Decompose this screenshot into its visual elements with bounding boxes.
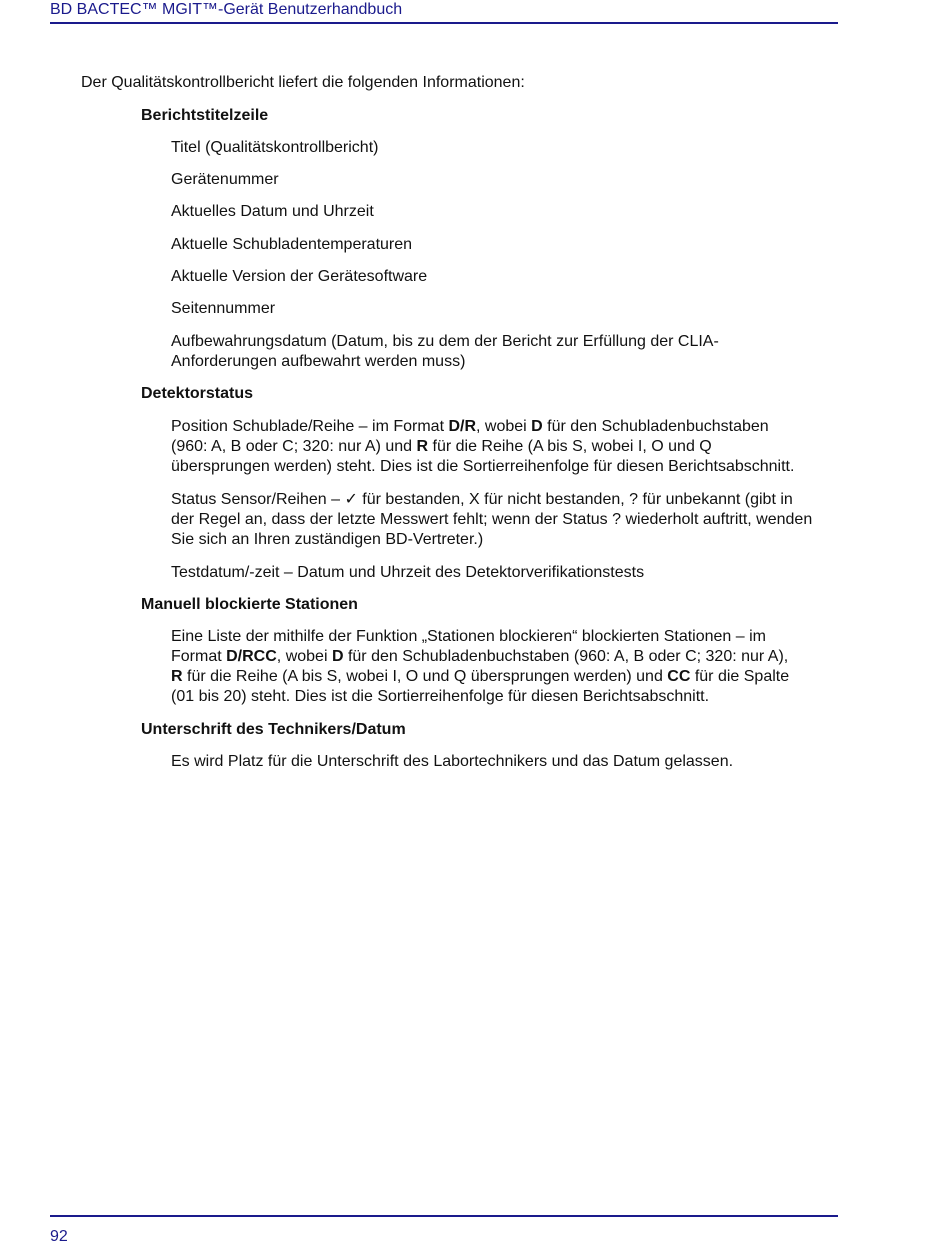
list-item-line: Anforderungen aufbewahrt werden muss): [171, 353, 466, 370]
section-heading-unterschrift: Unterschrift des Technikers/Datum: [141, 721, 406, 738]
position-line-1: Position Schublade/Reihe – im Format D/R, wobei D für den Schubladenbuchstaben: [171, 418, 769, 435]
list-item: Aktuelle Version der Gerätesoftware: [171, 268, 428, 285]
list-item: Seitennummer: [171, 300, 276, 317]
status-line-1: Status Sensor/Reihen – ✓ für bestanden, X für nicht bestanden, ? für unbekannt (gibt in: [171, 491, 793, 508]
list-item: Gerätenummer: [171, 171, 279, 188]
list-item-line: Aufbewahrungsdatum (Datum, bis zu dem der Bericht zur Erfüllung der CLIA-: [171, 333, 719, 350]
blocked-line-2: Format D/RCC, wobei D für den Schubladenbuchstaben (960: A, B oder C; 320: nur A),: [171, 648, 789, 665]
section-heading-blockierte-stationen: Manuell blockierte Stationen: [141, 596, 358, 613]
intro-text: Der Qualitätskontrollbericht liefert die folgenden Informationen:: [81, 74, 525, 91]
blocked-line-4: (01 bis 20) steht. Dies ist die Sortierreihenfolge für diesen Berichtsabschnitt.: [171, 688, 710, 705]
footer-divider: [50, 1215, 838, 1217]
list-item: Aktuelles Datum und Uhrzeit: [171, 203, 374, 220]
blocked-line-1: Eine Liste der mithilfe der Funktion „Stationen blockieren“ blockierten Stationen – im: [171, 628, 766, 645]
document-title: BD BACTEC™ MGIT™-Gerät Benutzerhandbuch: [50, 1, 403, 18]
status-line-3: Sie sich an Ihren zuständigen BD-Vertreter.): [171, 531, 484, 548]
testdate-item: Testdatum/-zeit – Datum und Uhrzeit des Detektorverifikationstests: [171, 564, 645, 581]
position-line-2: (960: A, B oder C; 320: nur A) und R für die Reihe (A bis S, wobei I, O und Q: [171, 438, 712, 455]
blocked-line-3: R für die Reihe (A bis S, wobei I, O und Q übersprungen werden) und CC für die Spalte: [171, 668, 790, 685]
header-divider: [50, 22, 838, 24]
list-item: Es wird Platz für die Unterschrift des Labortechnikers und das Datum gelassen.: [171, 753, 734, 770]
section-heading-berichtstitelzeile: Berichtstitelzeile: [141, 107, 269, 124]
page-number: 92: [50, 1228, 68, 1245]
list-item: Aktuelle Schubladentemperaturen: [171, 236, 413, 253]
section-heading-detektorstatus: Detektorstatus: [141, 385, 254, 402]
status-line-2: der Regel an, dass der letzte Messwert fehlt; wenn der Status ? wiederholt auftritt, wenden: [171, 511, 813, 528]
list-item: Titel (Qualitätskontrollbericht): [171, 139, 379, 156]
position-line-3: übersprungen werden) steht. Dies ist die Sortierreihenfolge für diesen Berichtsabschnitt.: [171, 458, 795, 475]
